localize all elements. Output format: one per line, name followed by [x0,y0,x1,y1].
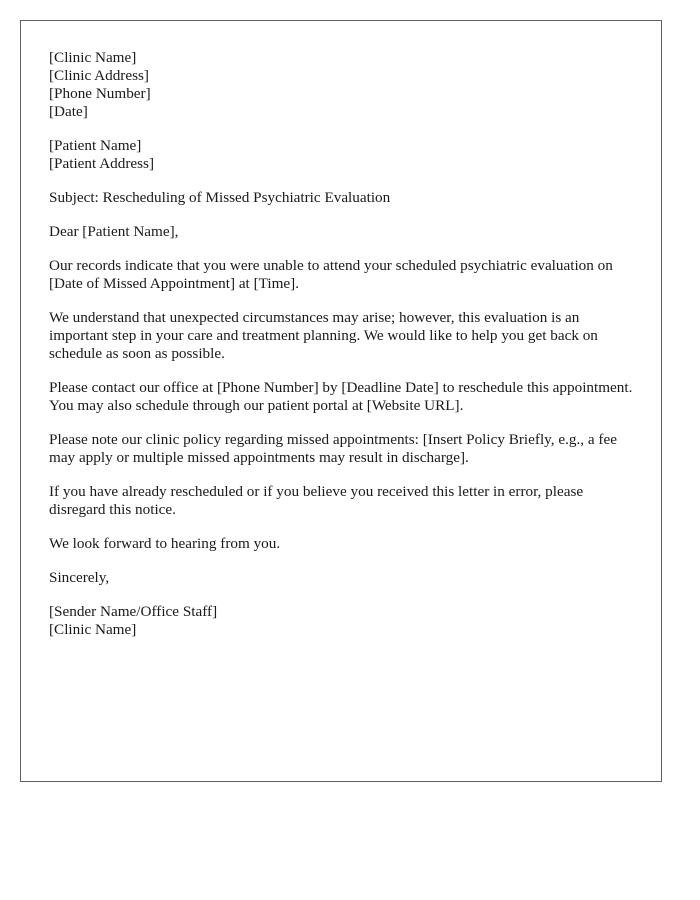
paragraph-contact: Please contact our office at [Phone Number] by [Deadline Date] to reschedule this appointment. You may also schedule through our patient portal at [Website URL]. [49,379,633,414]
paragraph-importance: We understand that unexpected circumstances may arise; however, this evaluation is an important step in your care and treatment planning. We would like to help you get back on schedule as soon as possible. [49,309,598,362]
signature-block [49,603,635,639]
closing: Sincerely, [49,569,110,586]
paragraph-look-forward: We look forward to hearing from you. [49,535,281,552]
subject-line: Subject: Rescheduling of Missed Psychiatric Evaluation [49,189,391,206]
letter-body [49,49,635,639]
letter-page [20,20,662,782]
letter-date: [Date] [49,103,88,120]
recipient-block [49,137,635,173]
sender-block [49,49,635,121]
signature-clinic-name: [Clinic Name] [49,621,137,638]
patient-name: [Patient Name] [49,137,142,154]
paragraph-missed-appointment: Our records indicate that you were unable to attend your scheduled psychiatric evaluation on [Date of Missed Appointment] at [Time]. [49,257,613,292]
patient-address: [Patient Address] [49,155,155,172]
phone-number: [Phone Number] [49,85,151,102]
paragraph-policy: Please note our clinic policy regarding missed appointments: [Insert Policy Briefly, e.g., a fee may apply or multiple missed appointments may result in discharge]. [49,431,617,466]
salutation: Dear [Patient Name], [49,223,179,240]
paragraph-disregard: If you have already rescheduled or if you believe you received this letter in error, please disregard this notice. [49,483,584,518]
sender-name: [Sender Name/Office Staff] [49,603,218,620]
clinic-address: [Clinic Address] [49,67,149,84]
clinic-name: [Clinic Name] [49,49,137,66]
